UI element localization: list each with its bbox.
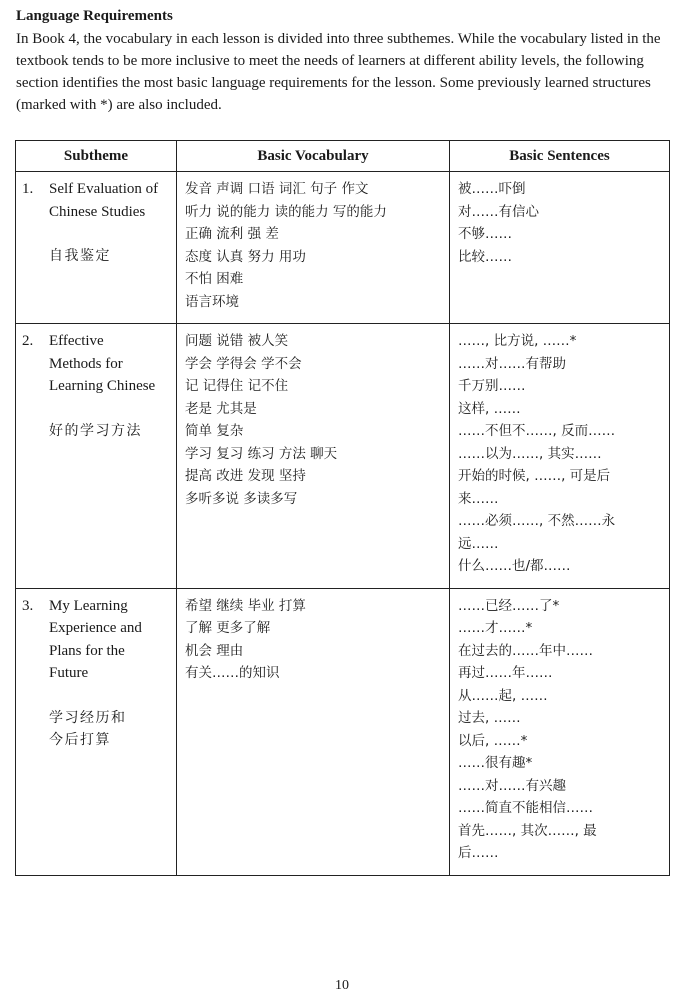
sentences-cell: [450, 588, 670, 875]
sentence-line: 再过……年……: [458, 665, 553, 681]
vocabulary-line: 有关……的知识: [185, 665, 280, 681]
vocabulary-line: 希望 继续 毕业 打算: [185, 597, 306, 614]
page-number: 10: [335, 978, 349, 993]
subtheme-chinese-line: 学习经历和: [49, 709, 127, 726]
sentence-line: ……才……*: [458, 620, 533, 636]
subtheme-english-line: Self Evaluation of: [49, 181, 159, 197]
sentence-line: 被……吓倒: [458, 181, 526, 197]
table-header-row: [16, 141, 670, 172]
sentence-line: ……必须……, 不然……永: [458, 513, 616, 529]
subtheme-chinese: [49, 420, 155, 443]
table-row: [16, 588, 670, 875]
vocabulary-line: 学会 学得会 学不会: [185, 355, 302, 372]
subtheme-number: 2.: [22, 333, 34, 349]
subtheme-english: [49, 178, 158, 223]
sentence-line: 对……有信心: [458, 203, 539, 220]
vocabulary-cell: [177, 172, 450, 324]
language-requirements-table: [15, 140, 670, 876]
sentence-line: ……很有趣*: [458, 755, 533, 771]
section-heading: Language Requirements: [16, 8, 173, 24]
subtheme-chinese-line: 自我鉴定: [49, 248, 111, 264]
vocabulary-line: 不怕 困难: [185, 271, 244, 287]
vocabulary-line: 了解 更多了解: [185, 620, 271, 636]
subtheme-english-line: Plans for the: [49, 642, 125, 659]
sentence-line: 千万别……: [458, 378, 526, 394]
sentence-line: ……对……有帮助: [458, 355, 566, 372]
sentence-line: 远……: [458, 535, 499, 552]
subtheme-chinese: [49, 707, 142, 752]
sentence-line: ……, 比方说, ……*: [458, 333, 577, 349]
subtheme-english-line: Future: [49, 665, 89, 681]
sentence-line: 这样, ……: [458, 400, 521, 417]
sentence-line: ……以为……, 其实……: [458, 445, 602, 462]
header-basic-sentences: Basic Sentences: [450, 141, 670, 172]
sentence-line: 什么……也/都……: [458, 558, 571, 574]
vocabulary-cell: [177, 324, 450, 589]
subtheme-cell: [16, 172, 177, 324]
vocabulary-line: 提高 改进 发现 坚持: [185, 468, 306, 484]
vocabulary-line: 听力 说的能力 读的能力 写的能力: [185, 203, 387, 220]
sentences-cell: [450, 324, 670, 589]
vocabulary-line: 老是 尤其是: [185, 400, 257, 417]
subtheme-chinese: [49, 245, 158, 268]
subtheme-english-line: Effective: [49, 333, 104, 349]
sentence-line: ……不但不……, 反而……: [458, 423, 616, 439]
vocabulary-line: 记 记得住 记不住: [185, 378, 289, 394]
vocabulary-line: 多听多说 多读多写: [185, 490, 298, 507]
sentence-line: ……已经……了*: [458, 597, 560, 614]
sentence-line: 过去, ……: [458, 710, 521, 726]
subtheme-english-line: Chinese Studies: [49, 203, 146, 220]
subtheme-english-line: My Learning: [49, 597, 128, 614]
subtheme-number: 3.: [22, 597, 34, 614]
sentence-line: ……简直不能相信……: [458, 800, 593, 816]
subtheme-chinese-line: 好的学习方法: [49, 422, 142, 439]
subtheme-english-line: Learning Chinese: [49, 378, 156, 394]
subtheme-cell: [16, 588, 177, 875]
subtheme-english-line: Experience and: [49, 620, 142, 636]
vocabulary-line: 发音 声调 口语 词汇 句子 作文: [185, 181, 369, 197]
subtheme-chinese-line: 今后打算: [49, 732, 111, 748]
vocabulary-line: 正确 流利 强 差: [185, 226, 279, 242]
vocabulary-line: 问题 说错 被人笑: [185, 333, 289, 349]
vocabulary-cell: [177, 588, 450, 875]
sentence-line: 以后, ……*: [458, 732, 528, 749]
sentence-line: ……对……有兴趣: [458, 777, 566, 794]
sentence-line: 比较……: [458, 248, 512, 265]
table-row: [16, 172, 670, 324]
vocabulary-line: 态度 认真 努力 用功: [185, 248, 306, 265]
table-row: [16, 324, 670, 589]
subtheme-english: [49, 595, 142, 685]
sentence-line: 在过去的……年中……: [458, 642, 593, 659]
vocabulary-line: 学习 复习 练习 方法 聊天: [185, 445, 338, 462]
sentence-line: 从……起, ……: [458, 687, 548, 704]
sentence-line: 不够……: [458, 226, 512, 242]
subtheme-number: 1.: [22, 181, 34, 197]
header-basic-vocabulary: Basic Vocabulary: [177, 141, 450, 172]
sentence-line: 首先……, 其次……, 最: [458, 822, 597, 839]
subtheme-cell: [16, 324, 177, 589]
header-subtheme: Subtheme: [16, 141, 177, 172]
sentences-cell: [450, 172, 670, 324]
intro-paragraph: In Book 4, the vocabulary in each lesson is divided into three subthemes. While the vocabulary listed in the textbook tends to be more inclusive to meet the needs of learners at different ability levels, the following section identifies the most basic language requirements for the lesson. Some previously learned structures (marked with *) are also included.: [16, 31, 661, 113]
subtheme-english: [49, 330, 155, 398]
vocabulary-line: 语言环境: [185, 293, 239, 310]
vocabulary-line: 机会 理由: [185, 642, 244, 659]
sentence-line: 来……: [458, 490, 499, 507]
sentence-line: 后……: [458, 845, 499, 861]
vocabulary-line: 简单 复杂: [185, 423, 244, 439]
subtheme-english-line: Methods for: [49, 355, 123, 372]
sentence-line: 开始的时候, ……, 可是后: [458, 468, 611, 484]
